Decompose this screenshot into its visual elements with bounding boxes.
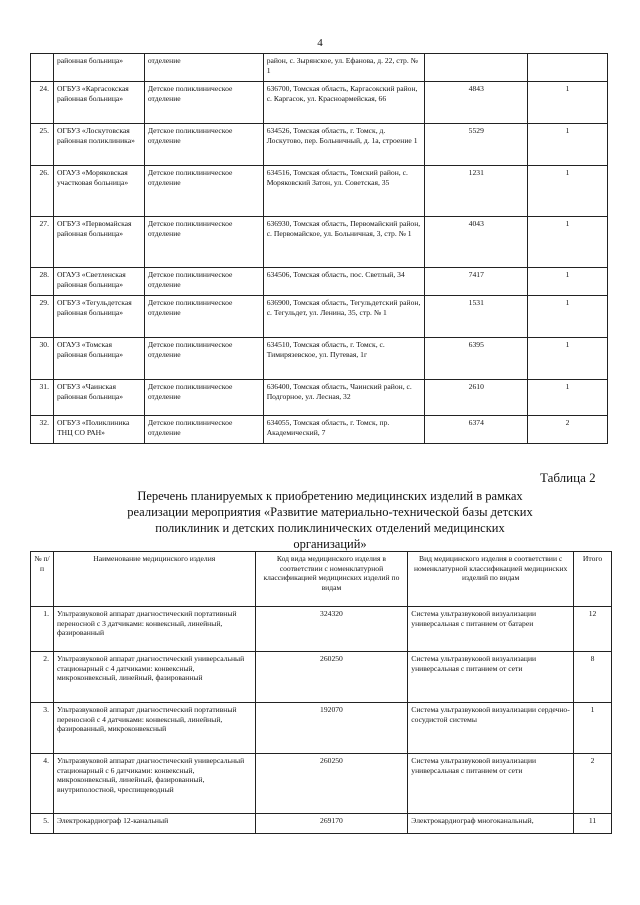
population-value: 6395 xyxy=(425,338,528,380)
table-row xyxy=(31,296,608,338)
organization-name: ОГАУЗ «Томская районная больница» xyxy=(53,338,144,380)
device-name: Ультразвуковой аппарат диагностический универсальный стационарный с 6 датчиками: конвексный, микроконвексный, линейный, фазированный, внутриполостной, чреспищеводный xyxy=(53,754,255,814)
table-row xyxy=(31,814,612,834)
unit-count: 1 xyxy=(528,217,608,268)
device-code: 260250 xyxy=(255,754,408,814)
department-name: Детское поликлиническое отделение xyxy=(144,296,263,338)
device-name: Ультразвуковой аппарат диагностический портативный переносной с 4 датчиками: конвексный, линейный, фазированный, микроконвексный xyxy=(53,703,255,754)
address: 634526, Томская область, г. Томск, д. Лоскутово, пер. Больничный, д. 1а, строение 1 xyxy=(263,124,425,166)
organization-name: ОГБУЗ «Первомайская районная больница» xyxy=(53,217,144,268)
device-kind: Система ультразвуковой визуализации сердечно-сосудистой системы xyxy=(408,703,574,754)
table-row xyxy=(31,754,612,814)
address: 634510, Томская область, г. Томск, с. Тимирязевское, ул. Путевая, 1г xyxy=(263,338,425,380)
table-row xyxy=(31,82,608,124)
department-name: Детское поликлиническое отделение xyxy=(144,124,263,166)
population-value: 2610 xyxy=(425,380,528,416)
department-name: Детское поликлиническое отделение xyxy=(144,166,263,217)
row-number: 29. xyxy=(31,296,54,338)
unit-count: 1 xyxy=(528,124,608,166)
table-caption: Перечень планируемых к приобретению медицинских изделий в рамках реализации мероприятия «Развитие материально-технической базы детских поликлиник и детских поликлинических отделений медицинских организаций» xyxy=(127,489,533,551)
device-total: 11 xyxy=(574,814,612,834)
unit-count: 1 xyxy=(528,380,608,416)
header-name: Наименование медицинского изделия xyxy=(53,552,255,607)
address: 636930, Томская область, Первомайский район, с. Первомайское, ул. Больничная, 3, стр. № 1 xyxy=(263,217,425,268)
page-number: 4 xyxy=(317,37,323,49)
row-number: 28. xyxy=(31,268,54,296)
device-total: 1 xyxy=(574,703,612,754)
row-number: 24. xyxy=(31,82,54,124)
table-row xyxy=(31,703,612,754)
address: район, с. Зырянское, ул. Ефанова, д. 22, стр. № 1 xyxy=(263,54,425,82)
table-label: Таблица 2 xyxy=(540,470,596,485)
device-code: 192070 xyxy=(255,703,408,754)
organization-name: ОГБУЗ «Тегульдетская районная больница» xyxy=(53,296,144,338)
row-number xyxy=(31,54,54,82)
device-name: Ультразвуковой аппарат диагностический универсальный стационарный с 4 датчиками: конвексный, микроконвексный, линейный, фазированный xyxy=(53,652,255,703)
row-number: 27. xyxy=(31,217,54,268)
device-kind: Система ультразвуковой визуализации универсальная с питанием от сети xyxy=(408,652,574,703)
table-row xyxy=(31,268,608,296)
table-row xyxy=(31,652,612,703)
organization-name: ОГБУЗ «Чаинская районная больница» xyxy=(53,380,144,416)
row-number: 1. xyxy=(31,607,54,652)
medical-devices-table xyxy=(30,551,612,834)
row-number: 32. xyxy=(31,416,54,444)
address: 636400, Томская область, Чаинский район, с. Подгорное, ул. Лесная, 32 xyxy=(263,380,425,416)
table-row xyxy=(31,338,608,380)
address: 634506, Томская область, пос. Светлый, 34 xyxy=(263,268,425,296)
device-kind: Система ультразвуковой визуализации универсальная с питанием от сети xyxy=(408,754,574,814)
unit-count: 2 xyxy=(528,416,608,444)
unit-count xyxy=(528,54,608,82)
organization-name: районная больница» xyxy=(53,54,144,82)
organization-name: ОГАУЗ «Светленская районная больница» xyxy=(53,268,144,296)
organizations-table xyxy=(30,53,608,444)
address: 636700, Томская область, Каргасокский район, с. Каргасок, ул. Красноармейская, 66 xyxy=(263,82,425,124)
header-total: Итого xyxy=(574,552,612,607)
population-value: 7417 xyxy=(425,268,528,296)
department-name: Детское поликлиническое отделение xyxy=(144,82,263,124)
device-code: 260250 xyxy=(255,652,408,703)
organization-name: ОГАУЗ «Моряковская участковая больница» xyxy=(53,166,144,217)
device-total: 2 xyxy=(574,754,612,814)
organization-name: ОГБУЗ «Каргасокская районная больница» xyxy=(53,82,144,124)
population-value: 6374 xyxy=(425,416,528,444)
device-total: 8 xyxy=(574,652,612,703)
population-value: 4843 xyxy=(425,82,528,124)
population-value: 1231 xyxy=(425,166,528,217)
device-total: 12 xyxy=(574,607,612,652)
row-number: 30. xyxy=(31,338,54,380)
row-number: 3. xyxy=(31,703,54,754)
unit-count: 1 xyxy=(528,268,608,296)
unit-count: 1 xyxy=(528,166,608,217)
unit-count: 1 xyxy=(528,338,608,380)
table-row xyxy=(31,124,608,166)
row-number: 31. xyxy=(31,380,54,416)
header-kind: Вид медицинского изделия в соответствии с номенклатурной классификацией медицинских изделий по видам xyxy=(408,552,574,607)
organization-name: ОГБУЗ «Лоскутовская районная поликлиника» xyxy=(53,124,144,166)
row-number: 5. xyxy=(31,814,54,834)
population-value: 4043 xyxy=(425,217,528,268)
table-header-row xyxy=(31,552,612,607)
department-name: отделение xyxy=(144,54,263,82)
device-kind: Электрокардиограф многоканальный, xyxy=(408,814,574,834)
department-name: Детское поликлиническое отделение xyxy=(144,217,263,268)
table-row xyxy=(31,54,608,82)
address: 634516, Томская область, Томский район, с. Моряковский Затон, ул. Советская, 35 xyxy=(263,166,425,217)
population-value: 1531 xyxy=(425,296,528,338)
department-name: Детское поликлиническое отделение xyxy=(144,380,263,416)
table-row xyxy=(31,217,608,268)
row-number: 2. xyxy=(31,652,54,703)
table-row xyxy=(31,166,608,217)
header-code: Код вида медицинского изделия в соответствии с номенклатурной классификацией медицинских изделий по видам xyxy=(255,552,408,607)
population-value: 5529 xyxy=(425,124,528,166)
row-number: 25. xyxy=(31,124,54,166)
row-number: 26. xyxy=(31,166,54,217)
unit-count: 1 xyxy=(528,82,608,124)
device-code: 269170 xyxy=(255,814,408,834)
unit-count: 1 xyxy=(528,296,608,338)
table-row xyxy=(31,380,608,416)
department-name: Детское поликлиническое отделение xyxy=(144,338,263,380)
organization-name: ОГБУЗ «Поликлиника ТНЦ СО РАН» xyxy=(53,416,144,444)
header-num: № п/п xyxy=(31,552,54,607)
device-code: 324320 xyxy=(255,607,408,652)
table-row xyxy=(31,416,608,444)
department-name: Детское поликлиническое отделение xyxy=(144,268,263,296)
device-name: Электрокардиограф 12-канальный xyxy=(53,814,255,834)
device-name: Ультразвуковой аппарат диагностический портативный переносной с 3 датчиками: конвексный, линейный, фазированный xyxy=(53,607,255,652)
address: 634055, Томская область, г. Томск, пр. Академический, 7 xyxy=(263,416,425,444)
table-row xyxy=(31,607,612,652)
department-name: Детское поликлиническое отделение xyxy=(144,416,263,444)
address: 636900, Томская область, Тегульдетский район, с. Тегульдет, ул. Ленина, 35, стр. № 1 xyxy=(263,296,425,338)
population-value xyxy=(425,54,528,82)
row-number: 4. xyxy=(31,754,54,814)
device-kind: Система ультразвуковой визуализации универсальная с питанием от батареи xyxy=(408,607,574,652)
